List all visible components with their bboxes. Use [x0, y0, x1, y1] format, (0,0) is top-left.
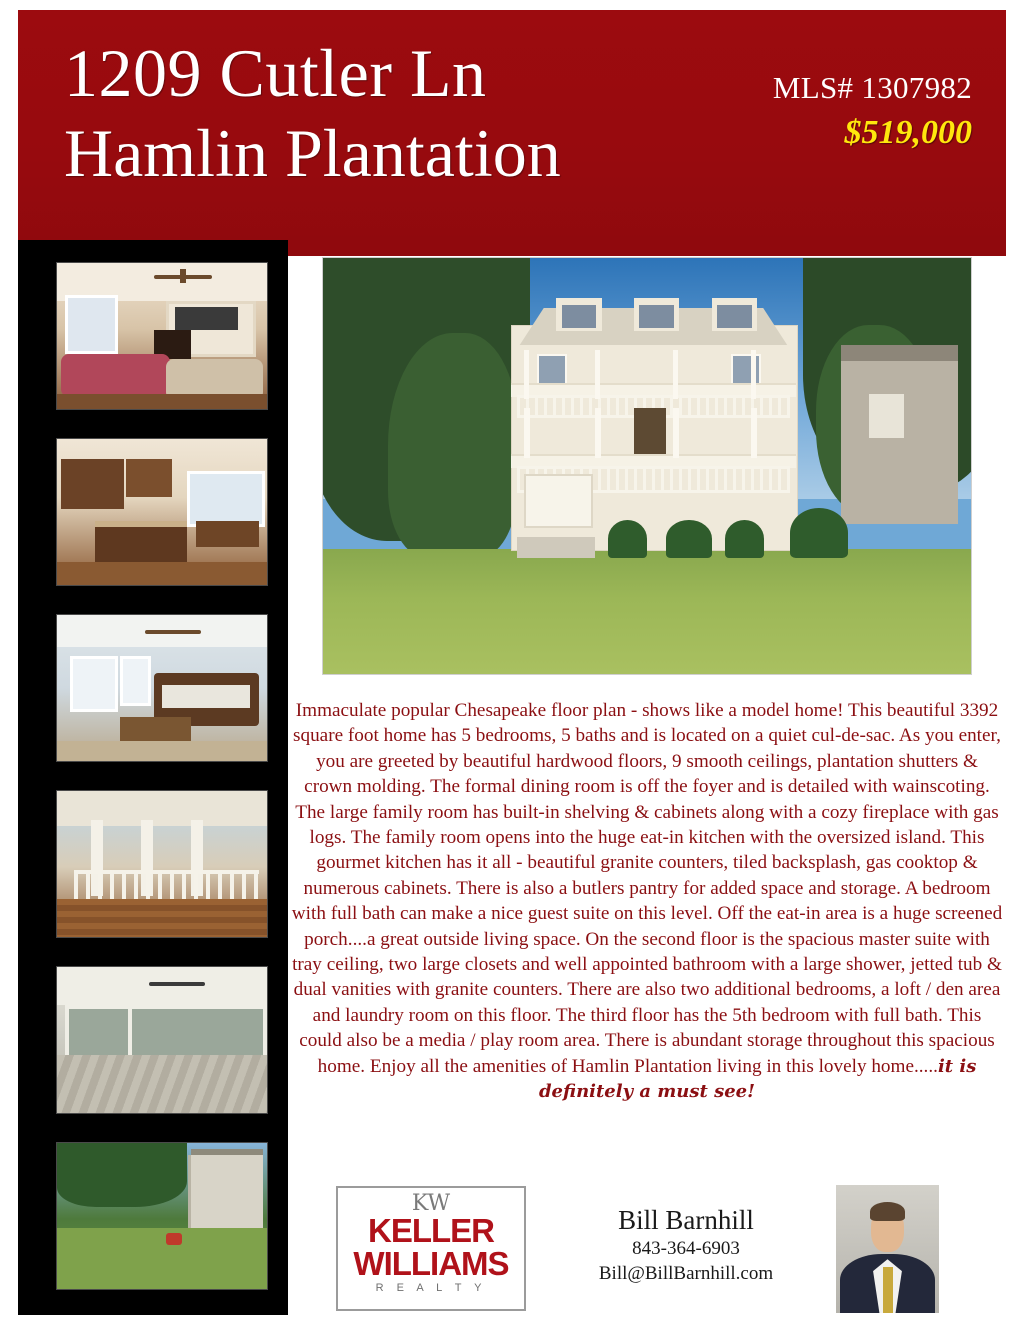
description-closing: it is definitely a must see!: [538, 1055, 977, 1103]
page-title: 1209 Cutler Ln: [64, 35, 487, 111]
header-banner: [18, 10, 1006, 256]
mls-number: MLS# 1307982: [772, 70, 972, 105]
brokerage-name-line1: KELLER: [368, 1212, 494, 1249]
agent-name: Bill Barnhill: [618, 1205, 754, 1235]
thumbnail-living-room[interactable]: [56, 262, 268, 410]
thumbnail-screened-porch[interactable]: [56, 966, 268, 1114]
thumbnail-backyard[interactable]: [56, 1142, 268, 1290]
property-description: [290, 698, 1004, 1105]
agent-headshot: [836, 1185, 939, 1313]
subdivision-title: Hamlin Plantation: [64, 115, 561, 191]
agent-contact: [556, 1204, 816, 1286]
kw-monogram-icon: KW: [411, 1191, 451, 1216]
agent-phone[interactable]: 843-364-6903: [632, 1238, 740, 1259]
agent-email[interactable]: Bill@BillBarnhill.com: [598, 1263, 774, 1284]
photo-strip: [18, 240, 288, 1315]
description-body: Immaculate popular Chesapeake floor plan - shows like a model home! This beautiful 3392 square foot home has 5 bedrooms, 5 baths and is located on a quiet cul-de-sac. As you enter, you are greeted by beautiful hardwood floors, 9 smooth ceilings, plantation shutters & crown molding. The formal dining room is off the foyer and is detailed with wainscoting. The large family room has built-in shelving & cabinets along with a cozy fireplace with gas logs. The family room opens into the huge eat-in kitchen with the oversized island. This gourmet kitchen has it all - beautiful granite counters, tiled backsplash, gas cooktop & numerous cabinets. There is also a butlers pantry for added space and storage. A bedroom with full bath can make a nice guest suite on this level. Off the eat-in area is a huge screened porch....a great outside living space. On the second floor is the spacious master suite with tray ceiling, two large closets and well appointed bathroom with a large shower, jetted tub & dual vanities with granite counters. There are also two additional bedrooms, a loft / den area and laundry room on this floor. The third floor has the 5th bedroom with full bath. This could also be a media / play room area. There is abundant storage throughout this spacious home. Enjoy all the amenities of Hamlin Plantation living in this lovely home.....: [291, 700, 1003, 1077]
brokerage-logo: [336, 1186, 526, 1311]
thumbnail-porch[interactable]: [56, 790, 268, 938]
front-exterior-photo[interactable]: [322, 257, 972, 675]
brokerage-name-line3: R E A L T Y: [375, 1282, 487, 1294]
thumbnail-master-bedroom[interactable]: [56, 614, 268, 762]
thumbnail-kitchen[interactable]: [56, 438, 268, 586]
brokerage-name-line2: WILLIAMS: [353, 1245, 509, 1282]
list-price: $519,000: [844, 114, 972, 151]
